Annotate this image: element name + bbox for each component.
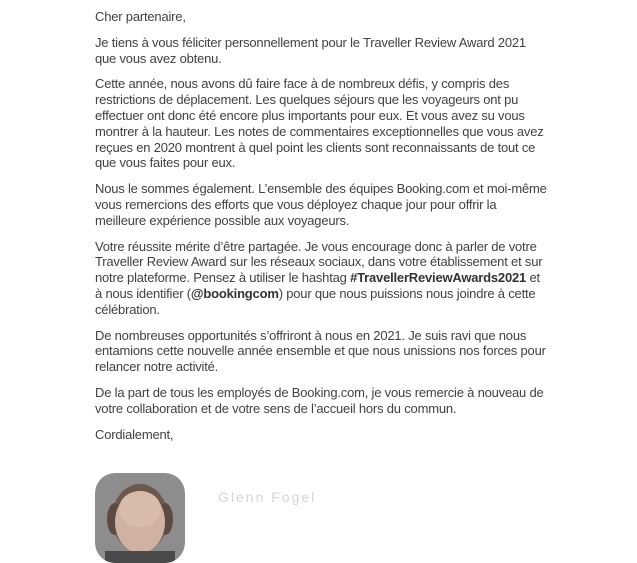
signature-block [95, 473, 316, 563]
social-tag-text: #TravellerReviewAwards2021 [350, 270, 527, 286]
paragraph-final-thanks: De la part de tous les employés de Booking.com, je vous remercie à nouveau de votre collaboration et de votre sens de l’accueil hors du commun. [95, 384, 544, 416]
paragraph-thanks-teams: Nous le sommes également. L’ensemble des équipes Booking.com et moi-même vous remercions des efforts que vous déployez chaque jour pour offrir la meilleure expérience possible aux voyageurs. [95, 181, 547, 228]
paragraph-text: et à nous identifier ( [95, 270, 540, 301]
paragraph-share-award [95, 239, 547, 318]
sender-photo [95, 473, 185, 563]
paragraph-congratulation: Je tiens à vous féliciter personnellement pour le Traveller Review Award 2021 que vous avez obtenu. [95, 34, 526, 66]
paragraph-opportunities: De nombreuses opportunités s’offriront à nous en 2021. Je suis ravi que nous entamions cette nouvelle année ensemble et que nous unissions nos forces pour relancer notre activité. [95, 327, 546, 375]
signature-name: Glenn Fogel [218, 489, 317, 505]
paragraph-challenges: Cette année, nous avons dû faire face à de nombreux défis, y compris des restrictions de déplacement. Les quelques séjours que les voyageurs ont pu effectuer ont donc été encore plus importants pour eux. Et vous avez su vous montrer à la hauteur. Les notes de commentaires exceptionnelles que vous avez reçues en 2020 montrent à quel point les clients sont reconnaissants de tout ce que vous faites pour eux. [95, 76, 544, 171]
social-tag-text: @bookingcom [190, 285, 279, 301]
closing: Cordialement, [95, 426, 174, 442]
paragraph-text: ) pour que nous puissions nous joindre à cette célébration. [95, 285, 536, 317]
letter-body [95, 9, 547, 452]
salutation: Cher partenaire, [95, 9, 186, 24]
person-portrait-icon [95, 473, 185, 563]
paragraph-text: Votre réussite mérite d’être partagée. Je vous encourage donc à parler de votre Traveller Review Award sur les réseaux sociaux, dans votre établissement et sur notre plateforme. Pensez à utiliser le hashtag [95, 238, 543, 286]
